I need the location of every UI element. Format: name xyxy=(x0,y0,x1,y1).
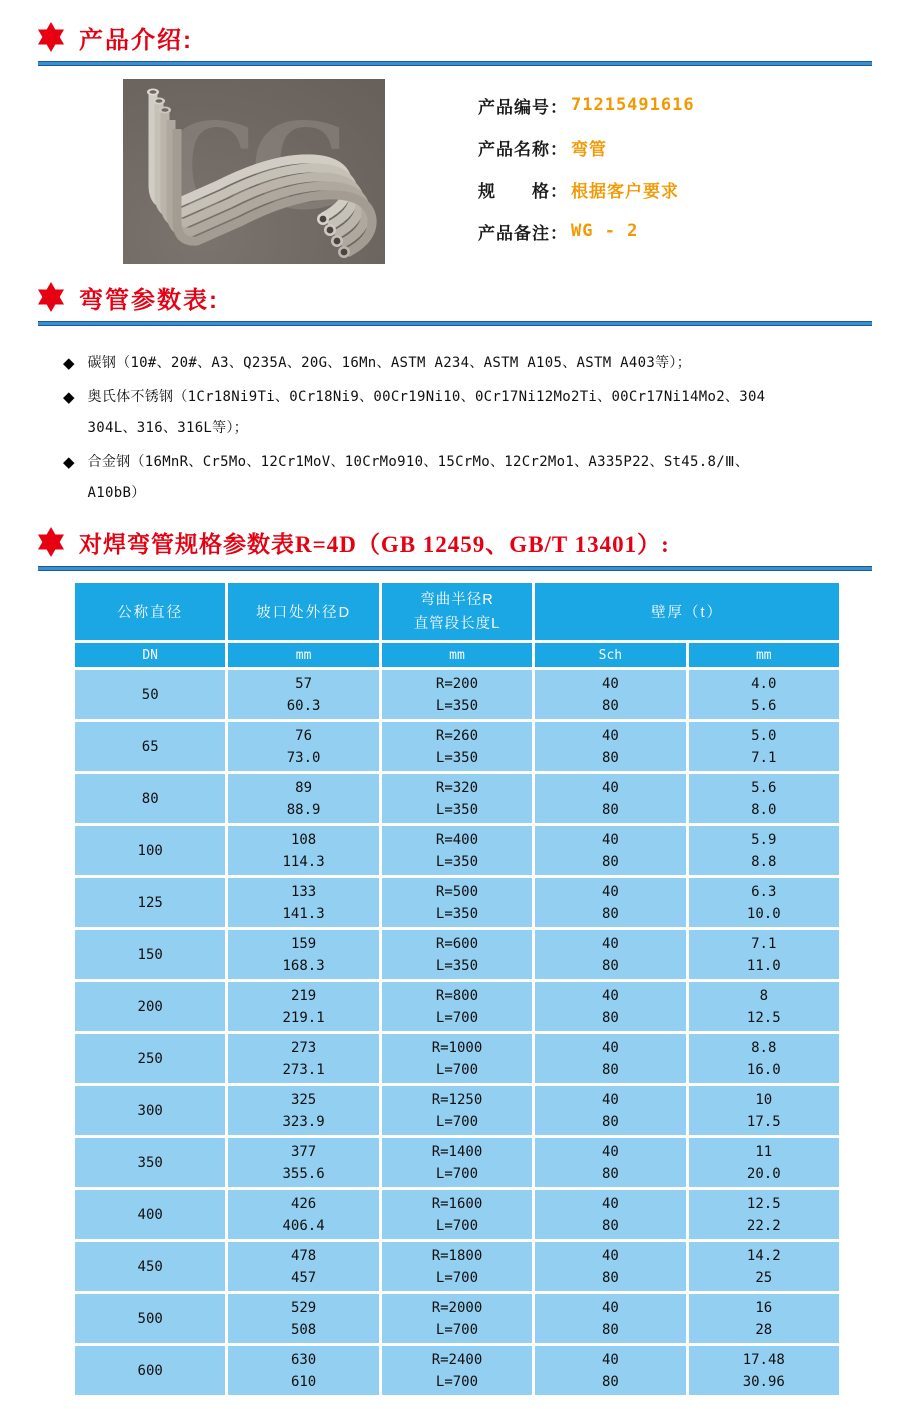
thickness-cell: 5.6 8.0 xyxy=(689,774,839,823)
dn-cell: 150 xyxy=(75,930,225,979)
section-intro-header xyxy=(36,20,909,54)
dn-cell: 450 xyxy=(75,1242,225,1291)
outer-diameter-cell: 325 323.9 xyxy=(228,1086,378,1135)
section-params-header xyxy=(36,280,909,314)
section-divider xyxy=(38,566,872,571)
product-field-number xyxy=(478,84,695,126)
spec-row xyxy=(75,1034,839,1083)
spec-row xyxy=(75,1190,839,1239)
star-icon xyxy=(36,281,66,313)
field-value: 71215491616 xyxy=(571,95,695,115)
spec-row xyxy=(75,1346,839,1395)
thickness-cell: 4.0 5.6 xyxy=(689,670,839,719)
outer-diameter-cell: 76 73.0 xyxy=(228,722,378,771)
outer-diameter-cell: 219 219.1 xyxy=(228,982,378,1031)
sch-cell: 40 80 xyxy=(535,930,685,979)
sch-cell: 40 80 xyxy=(535,982,685,1031)
radius-length-cell: R=600 L=350 xyxy=(382,930,532,979)
dn-cell: 80 xyxy=(75,774,225,823)
material-text: 奥氏体不锈钢（1Cr18Ni9Ti、0Cr18Ni9、00Cr19Ni10、0Cr17Ni12Mo2Ti、00Cr17Ni14Mo2、304 304L、316、316L等）； xyxy=(87,389,766,436)
star-icon xyxy=(36,526,66,558)
sch-cell: 40 80 xyxy=(535,1346,685,1395)
spec-row xyxy=(75,878,839,927)
star-icon xyxy=(36,21,66,53)
section-divider xyxy=(38,61,872,66)
sch-cell: 40 80 xyxy=(535,774,685,823)
spec-table-units-row xyxy=(75,643,839,667)
outer-diameter-cell: 529 508 xyxy=(228,1294,378,1343)
radius-length-cell: R=400 L=350 xyxy=(382,826,532,875)
outer-diameter-cell: 630 610 xyxy=(228,1346,378,1395)
material-text: 合金钢（16MnR、Cr5Mo、12Cr1MoV、10CrMo910、15CrMo、12Cr2Mo1、A335P22、St45.8/Ⅲ、 A10bB） xyxy=(87,454,750,501)
product-field-remark xyxy=(478,210,695,252)
unit-dn: DN xyxy=(75,643,225,667)
thickness-cell: 11 20.0 xyxy=(689,1138,839,1187)
thickness-cell: 5.9 8.8 xyxy=(689,826,839,875)
field-value: WG - 2 xyxy=(571,221,639,241)
dn-cell: 65 xyxy=(75,722,225,771)
material-item xyxy=(63,348,909,379)
thickness-cell: 8.8 16.0 xyxy=(689,1034,839,1083)
product-field-name xyxy=(478,126,695,168)
product-field-spec xyxy=(478,168,695,210)
dn-cell: 125 xyxy=(75,878,225,927)
field-label: 产品编号： xyxy=(478,97,568,117)
thickness-cell: 10 17.5 xyxy=(689,1086,839,1135)
thickness-cell: 12.5 22.2 xyxy=(689,1190,839,1239)
sch-cell: 40 80 xyxy=(535,722,685,771)
radius-length-cell: R=1000 L=700 xyxy=(382,1034,532,1083)
outer-diameter-cell: 273 273.1 xyxy=(228,1034,378,1083)
outer-diameter-cell: 89 88.9 xyxy=(228,774,378,823)
unit-mm-r: mm xyxy=(382,643,532,667)
field-value: 根据客户要求 xyxy=(571,181,679,202)
thickness-cell: 5.0 7.1 xyxy=(689,722,839,771)
material-item xyxy=(63,382,909,444)
unit-mm-d: mm xyxy=(228,643,378,667)
spec-row xyxy=(75,930,839,979)
section-intro-title: 产品介绍: xyxy=(79,26,193,54)
material-text: 碳钢（10#、20#、A3、Q235A、20G、16Mn、ASTM A234、ASTM A105、ASTM A403等）； xyxy=(87,355,691,371)
th-bend-radius-length xyxy=(382,583,532,640)
outer-diameter-cell: 159 168.3 xyxy=(228,930,378,979)
radius-length-cell: R=320 L=350 xyxy=(382,774,532,823)
th-bend-radius: 弯曲半径R xyxy=(420,591,494,608)
bent-pipes-illustration xyxy=(123,79,385,264)
spec-table-header-row xyxy=(75,583,839,640)
outer-diameter-cell: 108 114.3 xyxy=(228,826,378,875)
section-params-title: 弯管参数表: xyxy=(79,286,219,314)
dn-cell: 100 xyxy=(75,826,225,875)
thickness-cell: 7.1 11.0 xyxy=(689,930,839,979)
sch-cell: 40 80 xyxy=(535,1190,685,1239)
radius-length-cell: R=1800 L=700 xyxy=(382,1242,532,1291)
section-table-title: 对焊弯管规格参数表R=4D（GB 12459、GB/T 13401）: xyxy=(79,531,670,557)
dn-cell: 200 xyxy=(75,982,225,1031)
th-nominal-diameter: 公称直径 xyxy=(75,583,225,640)
unit-sch: Sch xyxy=(535,643,685,667)
sch-cell: 40 80 xyxy=(535,1086,685,1135)
product-block xyxy=(123,79,909,264)
spec-row xyxy=(75,774,839,823)
thickness-cell: 14.2 25 xyxy=(689,1242,839,1291)
sch-cell: 40 80 xyxy=(535,1138,685,1187)
thickness-cell: 6.3 10.0 xyxy=(689,878,839,927)
sch-cell: 40 80 xyxy=(535,1294,685,1343)
th-wall-thickness: 壁厚（t） xyxy=(535,583,839,640)
dn-cell: 350 xyxy=(75,1138,225,1187)
radius-length-cell: R=1600 L=700 xyxy=(382,1190,532,1239)
diamond-bullet-icon: ◆ xyxy=(63,355,75,372)
dn-cell: 50 xyxy=(75,670,225,719)
thickness-cell: 17.48 30.96 xyxy=(689,1346,839,1395)
material-item xyxy=(63,447,909,509)
spec-row xyxy=(75,670,839,719)
outer-diameter-cell: 377 355.6 xyxy=(228,1138,378,1187)
diamond-bullet-icon: ◆ xyxy=(63,389,75,406)
dn-cell: 250 xyxy=(75,1034,225,1083)
dn-cell: 600 xyxy=(75,1346,225,1395)
sch-cell: 40 80 xyxy=(535,826,685,875)
th-straight-length: 直管段长度L xyxy=(413,615,501,632)
field-label: 产品名称： xyxy=(478,139,568,159)
radius-length-cell: R=2400 L=700 xyxy=(382,1346,532,1395)
outer-diameter-cell: 478 457 xyxy=(228,1242,378,1291)
sch-cell: 40 80 xyxy=(535,1242,685,1291)
product-info xyxy=(478,79,695,264)
spec-row xyxy=(75,722,839,771)
spec-table-body xyxy=(75,670,839,1395)
radius-length-cell: R=2000 L=700 xyxy=(382,1294,532,1343)
spec-row xyxy=(75,826,839,875)
spec-row xyxy=(75,1086,839,1135)
product-photo xyxy=(123,79,385,264)
materials-list xyxy=(63,348,909,509)
outer-diameter-cell: 133 141.3 xyxy=(228,878,378,927)
spec-row xyxy=(75,1294,839,1343)
thickness-cell: 16 28 xyxy=(689,1294,839,1343)
radius-length-cell: R=200 L=350 xyxy=(382,670,532,719)
unit-mm-t: mm xyxy=(689,643,839,667)
spec-table xyxy=(72,580,842,1398)
section-divider xyxy=(38,321,872,326)
radius-length-cell: R=500 L=350 xyxy=(382,878,532,927)
dn-cell: 300 xyxy=(75,1086,225,1135)
radius-length-cell: R=1400 L=700 xyxy=(382,1138,532,1187)
sch-cell: 40 80 xyxy=(535,670,685,719)
th-bevel-outer-diameter: 坡口处外径D xyxy=(228,583,378,640)
field-label: 规 格： xyxy=(478,181,568,201)
sch-cell: 40 80 xyxy=(535,1034,685,1083)
section-table-header xyxy=(36,525,909,559)
radius-length-cell: R=260 L=350 xyxy=(382,722,532,771)
sch-cell: 40 80 xyxy=(535,878,685,927)
outer-diameter-cell: 426 406.4 xyxy=(228,1190,378,1239)
spec-row xyxy=(75,1138,839,1187)
radius-length-cell: R=800 L=700 xyxy=(382,982,532,1031)
field-value: 弯管 xyxy=(571,139,607,160)
field-label: 产品备注： xyxy=(478,223,568,243)
thickness-cell: 8 12.5 xyxy=(689,982,839,1031)
spec-row xyxy=(75,1242,839,1291)
radius-length-cell: R=1250 L=700 xyxy=(382,1086,532,1135)
diamond-bullet-icon: ◆ xyxy=(63,454,75,471)
dn-cell: 500 xyxy=(75,1294,225,1343)
spec-row xyxy=(75,982,839,1031)
outer-diameter-cell: 57 60.3 xyxy=(228,670,378,719)
dn-cell: 400 xyxy=(75,1190,225,1239)
